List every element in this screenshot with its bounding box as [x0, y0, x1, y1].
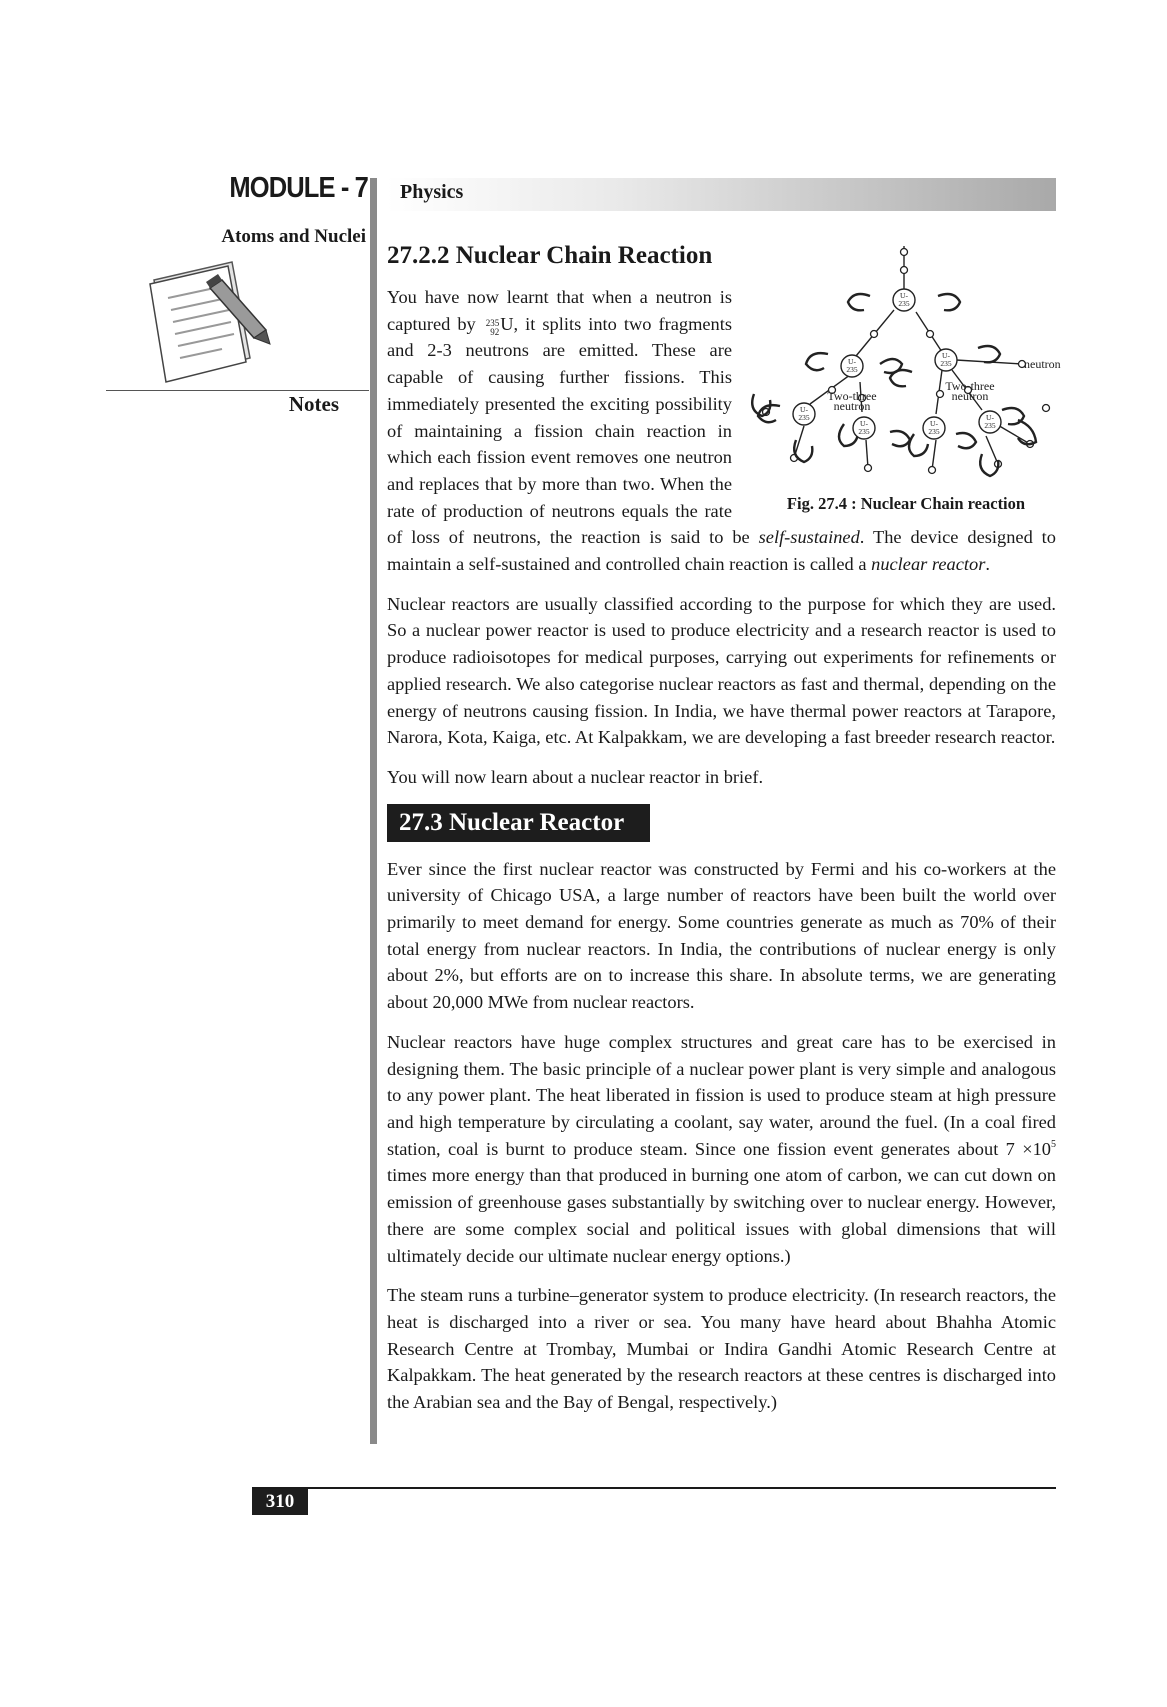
text: , it splits into two fragments and 2-3 neutrons are emitted. These are capable of causing further fissions. This immediately presented the exciting possibility of maintaining a fission chain reaction in which each fission event removes one neutron and replaces that by more than two. When the rate of production of neutrons equals the rate of loss of neutrons, the reaction is said to be — [387, 313, 750, 548]
notes-label: Notes — [288, 392, 339, 416]
nucleus-mass: 235 — [798, 413, 810, 422]
notes-pencil-icon — [140, 258, 290, 393]
term-nuclear-reactor: nuclear reactor — [871, 554, 986, 575]
nucleus-label: U- — [986, 413, 994, 422]
paragraph-reactor-2 — [387, 1029, 1056, 1269]
text: Nuclear reactors have huge complex structures and great care has to be exercised in designing them. The basic principle of a nuclear power plant is very simple and analogous to any power plant. The heat liberated in fission is used to produce steam at high pressure and high temperature by circulating a coolant, say water, around the fuel. (In a coal fired station, coal is burnt to produce steam. Since one fission event generates about 7 ×10 — [387, 1031, 1056, 1159]
atomic-number: 92 — [490, 326, 500, 337]
exponent: 5 — [1051, 1138, 1056, 1150]
chain-reaction-diagram — [746, 244, 1066, 492]
nuclide-u235 — [486, 319, 500, 337]
paragraph-chain-2: Nuclear reactors are usually classified according to the purpose for which they are used. So a nuclear power reactor is used to produce electricity and a research reactor is used to produce radioisotopes for medical purposes, carrying out experiments for refinements or applied research. We also categorise nuclear reactors as fast and thermal, depending on the energy of neutrons causing fission. In India, we have thermal power reactors at Tarapore, Narora, Kota, Kaiga, etc. At Kalpakkam, we are developing a fast breeder research reactor. — [387, 593, 1056, 748]
label-two-three-right-2: neutron — [951, 389, 989, 403]
notes-divider — [106, 390, 369, 391]
nucleus-label: U- — [900, 291, 908, 300]
text: times more energy than that produced in burning one atom of carbon, we can cut down on emission of greenhouse gases substantially by switching over to nuclear energy. However, there are some complex social and political issues with global dimensions that will ultimately decide our ultimate nuclear energy options.) — [387, 1165, 1056, 1266]
nucleus-label: U- — [930, 419, 938, 428]
label-two-three-left: Two-three — [827, 389, 877, 403]
margin-bar — [370, 178, 377, 1444]
nucleus-label: U- — [942, 351, 950, 360]
nucleus-mass: 235 — [846, 365, 858, 374]
label-two-three-left-2: neutron — [833, 399, 871, 413]
nucleus-mass: 235 — [858, 427, 870, 436]
label-two-three-right: Two-three — [945, 379, 995, 393]
module-title: MODULE - 7 — [229, 172, 368, 204]
section-heading-chain: 27.2.2 Nuclear Chain Reaction — [387, 242, 713, 269]
paragraph-reactor-3: The steam runs a turbine–generator system to produce electricity. (In research reactors, the heat is discharged into a river or sea. You many have heard about Bhahha Atomic Research Centre at Trombay, Mumbai or Indira Gandhi Atomic Research Centre at Kalpakkam. The heat generated by the research reactors at these centres is discharged into the Arabian sea and the Bay of Bengal, respectively.) — [387, 1285, 1056, 1413]
figure-caption: Fig. 27.4 : Nuclear Chain reaction — [786, 494, 1026, 513]
paragraph-reactor-1: Ever since the first nuclear reactor was constructed by Fermi and his co-workers at the university of Chicago USA, a large number of reactors have been built the world over primarily to meet demand for energy. Some countries generate as much as 70% of their total energy from nuclear reactors. In India, the contributions of nuclear energy is only about 2%, but efforts are on to increase this share. In absolute terms, we are generating about 20,000 MWe from nuclear reactors. — [387, 858, 1056, 1013]
section-heading-reactor: 27.3 Nuclear Reactor — [387, 804, 650, 842]
page-number: 310 — [252, 1489, 308, 1515]
nucleus-mass: 235 — [940, 359, 952, 368]
text: You have now learnt that when a neutron is captured by — [387, 287, 732, 334]
figure-chain-reaction — [746, 244, 1066, 514]
module-subtitle: Atoms and Nuclei — [221, 226, 366, 247]
mass-number: 235 — [485, 317, 500, 328]
term-self-sustained: self-sustained — [758, 527, 860, 548]
page-content — [387, 240, 1061, 1429]
nucleus-label: U- — [860, 419, 868, 428]
element-symbol: U — [500, 313, 514, 334]
nucleus-mass: 235 — [898, 299, 910, 308]
footer-rule — [252, 1487, 1056, 1489]
text: . The device designed to maintain a self-sustained and controlled chain reaction is called a — [387, 527, 1056, 575]
text: . — [985, 554, 990, 575]
nucleus-label: U- — [848, 357, 856, 366]
nucleus-mass: 235 — [984, 421, 996, 430]
nucleus-label: U- — [800, 405, 808, 414]
paragraph-chain-3: You will now learn about a nuclear reactor in brief. — [387, 766, 764, 787]
header-band — [387, 178, 1056, 211]
header-title: Physics — [400, 181, 464, 203]
nucleus-mass: 235 — [928, 427, 940, 436]
label-neutron: neutron — [1024, 357, 1061, 371]
